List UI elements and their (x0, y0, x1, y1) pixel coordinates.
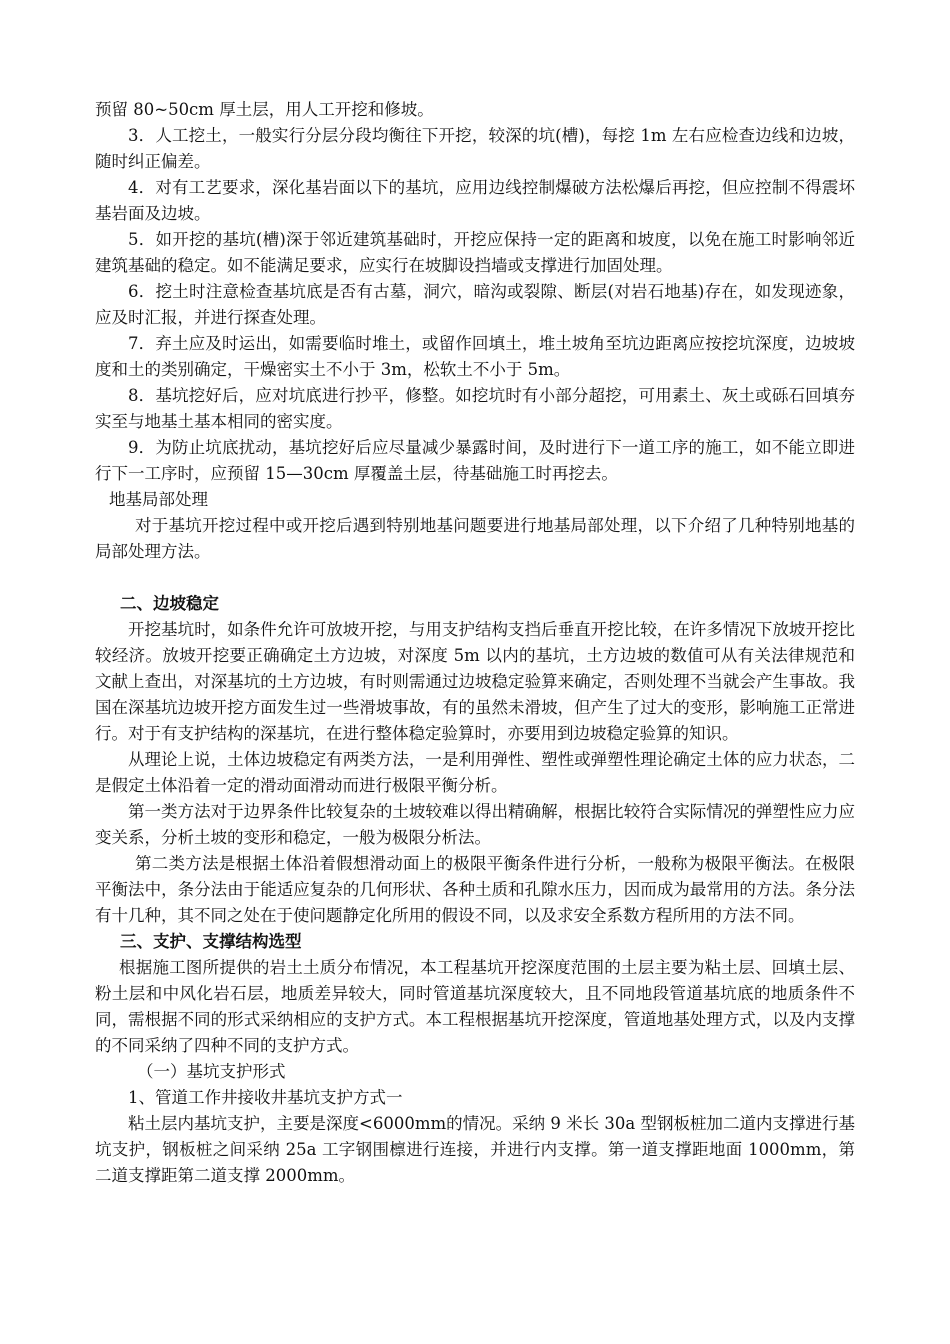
paragraph-item-4: 4．对有工艺要求，深化基岩面以下的基坑，应用边线控制爆破方法松爆后再挖，但应控制不得震坏基岩面及边坡。 (95, 178, 855, 223)
paragraph: 预留 80~50cm 厚土层，用人工开挖和修坡。 (95, 100, 434, 119)
section-heading-3: 三、支护、支撑结构选型 (120, 932, 302, 951)
support-paragraph-1: 根据施工图所提供的岩土土质分布情况，本工程基坑开挖深度范围的土层主要为粘土层、回填土层、粉土层和中风化岩石层，地质差异较大，同时管道基坑深度较大，且不同地段管道基坑底的地质条件不同，需根据不同的形式采纳相应的支护方式。本工程根据基坑开挖深度，管道地基处理方式，以及内支撑的不同采纳了四种不同的支护方式。 (95, 958, 855, 1055)
local-treatment-title: 地基局部处理 (109, 490, 208, 509)
paragraph-item-6: 6．挖土时注意检查基坑底是否有古墓，洞穴，暗沟或裂隙、断层(对岩石地基)存在，如发现迹象，应及时汇报，并进行探查处理。 (95, 282, 855, 327)
section-heading-2: 二、边坡稳定 (120, 594, 219, 613)
support-subheading-2: 1、管道工作井接收井基坑支护方式一 (128, 1088, 403, 1107)
slope-paragraph-2: 从理论上说，土体边坡稳定有两类方法，一是利用弹性、塑性或弹塑性理论确定土体的应力状态，二是假定土体沿着一定的滑动面滑动而进行极限平衡分析。 (95, 750, 855, 795)
blank-line (95, 565, 855, 591)
slope-paragraph-3: 第一类方法对于边界条件比较复杂的土坡较难以得出精确解，根据比较符合实际情况的弹塑性应力应变关系，分析土坡的变形和稳定，一般为极限分析法。 (95, 802, 855, 847)
paragraph-item-9: 9．为防止坑底扰动，基坑挖好后应尽量减少暴露时间，及时进行下一道工序的施工，如不能立即进行下一工序时，应预留 15—30cm 厚覆盖土层，待基础施工时再挖去。 (95, 438, 855, 483)
document-page (95, 97, 855, 1189)
support-paragraph-2: 粘土层内基坑支护，主要是深度<6000mm的情况。采纳 9 米长 30a 型钢板桩加二道内支撑进行基坑支护，钢板桩之间采纳 25a 工字钢围檩进行连接，并进行内支撑。第一道支撑距地面 1000mm，第二道支撑距第二道支撑 2000mm。 (95, 1114, 855, 1185)
paragraph-item-7: 7．弃土应及时运出，如需要临时堆土，或留作回填土，堆土坡角至坑边距离应按挖坑深度，边坡坡度和土的类别确定，干燥密实土不小于 3m，松软土不小于 5m。 (95, 334, 855, 379)
slope-paragraph-4: 第二类方法是根据土体沿着假想滑动面上的极限平衡条件进行分析，一般称为极限平衡法。在极限平衡法中，条分法由于能适应复杂的几何形状、各种土质和孔隙水压力，因而成为最常用的方法。条分法有十几种，其不同之处在于使问题静定化所用的假设不同，以及求安全系数方程所用的方法不同。 (95, 854, 855, 925)
support-subheading-1: （一）基坑支护形式 (137, 1062, 286, 1081)
slope-paragraph-1: 开挖基坑时，如条件允许可放坡开挖，与用支护结构支挡后垂直开挖比较，在许多情况下放坡开挖比较经济。放坡开挖要正确确定土方边坡，对深度 5m 以内的基坑，土方边坡的数值可从有关法律规范和文献上查出，对深基坑的土方边坡，有时则需通过边坡稳定验算来确定，否则处理不当就会产生事故。我国在深基坑边坡开挖方面发生过一些滑坡事故，有的虽然未滑坡，但产生了过大的变形，影响施工正常进行。对于有支护结构的深基坑，在进行整体稳定验算时，亦要用到边坡稳定验算的知识。 (95, 620, 855, 743)
paragraph-item-5: 5．如开挖的基坑(槽)深于邻近建筑基础时，开挖应保持一定的距离和坡度，以免在施工时影响邻近建筑基础的稳定。如不能满足要求，应实行在坡脚设挡墙或支撑进行加固处理。 (95, 230, 855, 275)
paragraph-item-3: 3．人工挖土，一般实行分层分段均衡往下开挖，较深的坑(槽)，每挖 1m 左右应检查边线和边坡，随时纠正偏差。 (95, 126, 855, 171)
local-treatment-body: 对于基坑开挖过程中或开挖后遇到特别地基问题要进行地基局部处理，以下介绍了几种特别地基的局部处理方法。 (95, 516, 855, 561)
paragraph-item-8: 8．基坑挖好后，应对坑底进行抄平，修整。如挖坑时有小部分超挖，可用素土、灰土或砾石回填夯实至与地基土基本相同的密实度。 (95, 386, 855, 431)
